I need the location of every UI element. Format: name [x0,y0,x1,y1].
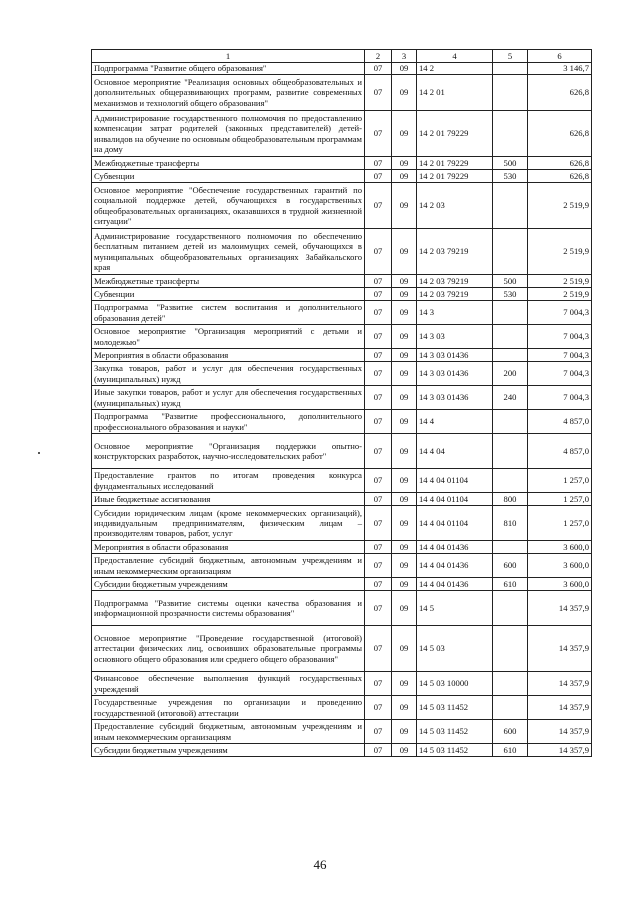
row-c5-cell [493,696,528,720]
row-c5-cell [493,349,528,362]
row-c6-cell: 7 004,3 [528,362,592,386]
row-name-cell: Иные закупки товаров, работ и услуг для обеспечения государственных (муниципальных) нужд [92,386,365,410]
row-name-cell: Межбюджетные трансферты [92,275,365,288]
row-c2-cell: 07 [365,75,392,111]
row-c4-cell: 14 2 01 [417,75,493,111]
row-name-cell: Основное мероприятие "Обеспечение государственных гарантий по социальной поддержке детей, обучающихся в государственных общеобразовательных организациях, оказавшихся в трудной жизненной ситуации" [92,183,365,229]
row-c5-cell: 500 [493,157,528,170]
row-c5-cell: 800 [493,493,528,506]
row-c4-cell: 14 5 03 11452 [417,696,493,720]
row-name-cell: Предоставление субсидий бюджетным, автономным учреждениям и иным некоммерческим организациям [92,554,365,578]
row-name-cell: Подпрограмма "Развитие системы оценки качества образования и информационной прозрачности системы образования" [92,591,365,626]
row-c4-cell: 14 5 03 11452 [417,744,493,757]
row-c2-cell: 07 [365,672,392,696]
document-sheet [91,49,591,757]
row-c6-cell: 7 004,3 [528,386,592,410]
row-c5-cell: 810 [493,506,528,541]
row-c5-cell [493,410,528,434]
row-c6-cell: 7 004,3 [528,325,592,349]
row-name-cell: Закупка товаров, работ и услуг для обеспечения государственных (муниципальных) нужд [92,362,365,386]
row-c4-cell: 14 4 04 01436 [417,554,493,578]
row-c6-cell: 14 357,9 [528,744,592,757]
row-c2-cell: 07 [365,275,392,288]
table-row [92,696,592,720]
row-c6-cell: 3 600,0 [528,578,592,591]
row-name-cell: Государственные учреждения по организации и проведению государственной (итоговой) аттестации [92,696,365,720]
row-c2-cell: 07 [365,410,392,434]
row-c3-cell: 09 [392,386,417,410]
row-name-cell: Субвенции [92,288,365,301]
row-c6-cell: 626,8 [528,75,592,111]
row-c6-cell: 2 519,9 [528,288,592,301]
row-c3-cell: 09 [392,554,417,578]
row-name-cell: Межбюджетные трансферты [92,157,365,170]
row-name-cell: Основное мероприятие "Реализация основных общеобразовательных и дополнительных общеразвивающих программ, развитие современных механизмов и технологий общего образования" [92,75,365,111]
row-c3-cell: 09 [392,506,417,541]
table-row [92,434,592,469]
table-row [92,157,592,170]
row-c5-cell [493,469,528,493]
row-c5-cell [493,63,528,75]
row-name-cell: Основное мероприятие "Проведение государственной (итоговой) аттестации физических лиц, освоивших образовательные программы основного общего образования или среднего общего образования" [92,626,365,672]
row-c5-cell: 240 [493,386,528,410]
row-c2-cell: 07 [365,386,392,410]
row-c4-cell: 14 4 04 01104 [417,506,493,541]
row-name-cell: Основное мероприятие "Организация мероприятий с детьми и молодежью" [92,325,365,349]
row-c2-cell: 07 [365,626,392,672]
row-c5-cell [493,325,528,349]
column-header: 1 [92,50,365,63]
table-header-row [92,50,592,63]
table-row [92,554,592,578]
row-name-cell: Субвенции [92,170,365,183]
table-row [92,506,592,541]
row-c3-cell: 09 [392,75,417,111]
row-c5-cell: 610 [493,744,528,757]
row-c3-cell: 09 [392,157,417,170]
row-c4-cell: 14 2 03 [417,183,493,229]
row-c6-cell: 1 257,0 [528,469,592,493]
row-name-cell: Финансовое обеспечение выполнения функций государственных учреждений [92,672,365,696]
table-row [92,63,592,75]
row-c6-cell: 1 257,0 [528,493,592,506]
row-c4-cell: 14 2 01 79229 [417,170,493,183]
row-name-cell: Администрирование государственного полномочия по предоставлению компенсации затрат родителей (законных представителей) детей-инвалидов на обучение по основным общеобразовательным программам на дому [92,111,365,157]
row-c2-cell: 07 [365,301,392,325]
row-c6-cell: 626,8 [528,170,592,183]
table-row [92,672,592,696]
row-c4-cell: 14 3 03 01436 [417,362,493,386]
row-c6-cell: 626,8 [528,111,592,157]
table-row [92,591,592,626]
row-c3-cell: 09 [392,578,417,591]
row-c6-cell: 14 357,9 [528,591,592,626]
row-c5-cell [493,183,528,229]
table-row [92,275,592,288]
row-c5-cell [493,672,528,696]
row-name-cell: Подпрограмма "Развитие профессионального, дополнительного профессионального образования и науки" [92,410,365,434]
row-name-cell: Основное мероприятие "Организация поддержки опытно-конструкторских разработок, научно-исследовательских работ" [92,434,365,469]
row-name-cell: Субсидии юридическим лицам (кроме некоммерческих организаций), индивидуальным предпринимателям, физическим лицам – производителям товаров, работ, услуг [92,506,365,541]
row-c6-cell: 14 357,9 [528,720,592,744]
row-c2-cell: 07 [365,170,392,183]
row-c2-cell: 07 [365,434,392,469]
row-c5-cell: 530 [493,288,528,301]
row-c6-cell: 2 519,9 [528,275,592,288]
row-c6-cell: 626,8 [528,157,592,170]
row-c2-cell: 07 [365,493,392,506]
row-c3-cell: 09 [392,63,417,75]
table-row [92,469,592,493]
row-c2-cell: 07 [365,111,392,157]
row-c6-cell: 3 600,0 [528,554,592,578]
row-c3-cell: 09 [392,275,417,288]
row-name-cell: Предоставление грантов по итогам проведения конкурса фундаментальных исследований [92,469,365,493]
row-c2-cell: 07 [365,183,392,229]
row-c3-cell: 09 [392,183,417,229]
row-c4-cell: 14 4 04 [417,434,493,469]
row-c6-cell: 14 357,9 [528,696,592,720]
row-c3-cell: 09 [392,325,417,349]
row-c6-cell: 2 519,9 [528,183,592,229]
row-c4-cell: 14 5 [417,591,493,626]
row-c3-cell: 09 [392,111,417,157]
row-c2-cell: 07 [365,744,392,757]
row-name-cell: Подпрограмма "Развитие систем воспитания и дополнительного образования детей" [92,301,365,325]
table-row [92,410,592,434]
column-header: 5 [493,50,528,63]
table-row [92,386,592,410]
row-c2-cell: 07 [365,362,392,386]
row-c6-cell: 7 004,3 [528,349,592,362]
row-c3-cell: 09 [392,720,417,744]
column-header: 2 [365,50,392,63]
row-c4-cell: 14 2 [417,63,493,75]
row-c4-cell: 14 2 03 79219 [417,288,493,301]
row-c3-cell: 09 [392,696,417,720]
row-c4-cell: 14 2 01 79229 [417,111,493,157]
row-name-cell: Субсидии бюджетным учреждениям [92,578,365,591]
page-number: 46 [313,857,327,872]
table-row [92,362,592,386]
row-c4-cell: 14 4 04 01104 [417,493,493,506]
row-c3-cell: 09 [392,626,417,672]
row-name-cell: Мероприятия в области образования [92,541,365,554]
table-row [92,288,592,301]
table-row [92,578,592,591]
table-row [92,541,592,554]
row-c5-cell [493,301,528,325]
row-c3-cell: 09 [392,672,417,696]
table-row [92,75,592,111]
column-header: 4 [417,50,493,63]
row-c6-cell: 3 600,0 [528,541,592,554]
row-c6-cell: 4 857,0 [528,410,592,434]
table-row [92,493,592,506]
row-c5-cell: 600 [493,720,528,744]
row-c5-cell [493,541,528,554]
row-c3-cell: 09 [392,288,417,301]
row-c4-cell: 14 3 [417,301,493,325]
row-c4-cell: 14 4 04 01436 [417,578,493,591]
row-c5-cell [493,591,528,626]
row-c6-cell: 3 146,7 [528,63,592,75]
row-c6-cell: 14 357,9 [528,626,592,672]
row-c4-cell: 14 4 04 01104 [417,469,493,493]
row-c3-cell: 09 [392,301,417,325]
scan-speck [38,452,40,454]
row-c4-cell: 14 3 03 [417,325,493,349]
row-c2-cell: 07 [365,696,392,720]
column-header: 3 [392,50,417,63]
row-c4-cell: 14 5 03 [417,626,493,672]
row-c4-cell: 14 2 03 79219 [417,275,493,288]
row-name-cell: Мероприятия в области образования [92,349,365,362]
row-c5-cell: 610 [493,578,528,591]
row-c2-cell: 07 [365,349,392,362]
row-c5-cell: 500 [493,275,528,288]
row-c4-cell: 14 5 03 10000 [417,672,493,696]
table-row [92,183,592,229]
row-c6-cell: 14 357,9 [528,672,592,696]
row-c3-cell: 09 [392,493,417,506]
table-row [92,301,592,325]
row-c2-cell: 07 [365,63,392,75]
row-c6-cell: 1 257,0 [528,506,592,541]
table-row [92,325,592,349]
row-name-cell: Предоставление субсидий бюджетным, автономным учреждениям и иным некоммерческим организациям [92,720,365,744]
row-c5-cell: 200 [493,362,528,386]
row-c5-cell [493,626,528,672]
row-c4-cell: 14 3 03 01436 [417,386,493,410]
row-c5-cell: 600 [493,554,528,578]
row-c5-cell [493,111,528,157]
table-row [92,111,592,157]
row-c2-cell: 07 [365,157,392,170]
row-c2-cell: 07 [365,288,392,301]
row-c6-cell: 4 857,0 [528,434,592,469]
row-c4-cell: 14 2 03 79219 [417,229,493,275]
row-c4-cell: 14 4 [417,410,493,434]
table-row [92,744,592,757]
row-c3-cell: 09 [392,591,417,626]
row-c5-cell [493,229,528,275]
row-c2-cell: 07 [365,229,392,275]
budget-table [91,49,592,757]
row-c5-cell [493,434,528,469]
row-c3-cell: 09 [392,229,417,275]
row-c4-cell: 14 4 04 01436 [417,541,493,554]
row-c3-cell: 09 [392,349,417,362]
row-c5-cell: 530 [493,170,528,183]
row-c3-cell: 09 [392,541,417,554]
row-name-cell: Администрирование государственного полномочия по обеспечению бесплатным питанием детей из малоимущих семей, обучающихся в муниципальных общеобразовательных организациях Забайкальского края [92,229,365,275]
row-c2-cell: 07 [365,506,392,541]
row-c3-cell: 09 [392,410,417,434]
row-c5-cell [493,75,528,111]
row-c3-cell: 09 [392,170,417,183]
row-c2-cell: 07 [365,578,392,591]
row-name-cell: Субсидии бюджетным учреждениям [92,744,365,757]
row-c4-cell: 14 5 03 11452 [417,720,493,744]
row-c4-cell: 14 3 03 01436 [417,349,493,362]
row-c3-cell: 09 [392,744,417,757]
row-name-cell: Подпрограмма "Развитие общего образования" [92,63,365,75]
row-name-cell: Иные бюджетные ассигнования [92,493,365,506]
row-c2-cell: 07 [365,325,392,349]
row-c6-cell: 2 519,9 [528,229,592,275]
table-row [92,349,592,362]
row-c4-cell: 14 2 01 79229 [417,157,493,170]
column-header: 6 [528,50,592,63]
row-c2-cell: 07 [365,541,392,554]
row-c2-cell: 07 [365,591,392,626]
table-row [92,170,592,183]
row-c2-cell: 07 [365,554,392,578]
row-c3-cell: 09 [392,362,417,386]
table-row [92,720,592,744]
table-row [92,229,592,275]
row-c6-cell: 7 004,3 [528,301,592,325]
row-c2-cell: 07 [365,720,392,744]
row-c2-cell: 07 [365,469,392,493]
table-row [92,626,592,672]
row-c3-cell: 09 [392,469,417,493]
row-c3-cell: 09 [392,434,417,469]
